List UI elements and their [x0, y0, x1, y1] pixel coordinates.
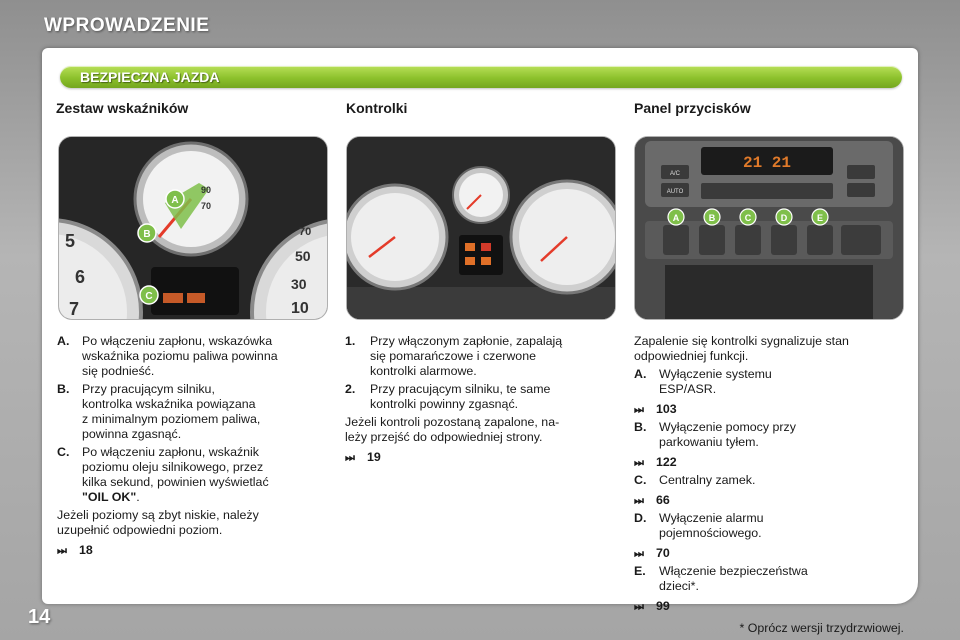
item-label: 2.	[345, 382, 356, 396]
item-line: Przy pracującym silniku,	[82, 382, 215, 396]
item-label: E.	[634, 564, 646, 578]
marker-label: C	[145, 291, 153, 302]
item-line: Po włączeniu zapłonu, wskaźnik	[82, 445, 260, 459]
list-item	[634, 511, 904, 541]
item-label: A.	[634, 367, 647, 381]
item-line: wskaźnika poziomu paliwa powinna	[82, 349, 278, 363]
double-arrow-right-icon: ⏭	[634, 601, 644, 613]
page-reference[interactable]	[634, 599, 904, 615]
page-reference-number: 70	[656, 546, 670, 560]
double-arrow-right-icon: ⏭	[345, 452, 355, 464]
item-label: A.	[57, 334, 70, 348]
list-item	[345, 382, 613, 412]
page-reference-number: 19	[367, 450, 381, 464]
page-reference[interactable]	[634, 493, 904, 509]
button-label: A/C	[669, 171, 681, 177]
item-line: powinna zgasnąć.	[82, 427, 182, 441]
list-item	[634, 367, 904, 397]
intro-line: Zapalenie się kontrolki sygnalizuje stan	[634, 334, 849, 348]
marker-label: B	[143, 229, 151, 240]
right-column-text	[634, 334, 904, 636]
photo-instrument-cluster	[58, 136, 328, 320]
middle-column-text	[345, 334, 613, 466]
marker-label: C	[744, 213, 752, 223]
scale-digit: 50	[295, 248, 311, 264]
item-label: B.	[634, 420, 647, 434]
page-number: 14	[28, 606, 51, 628]
page-reference-number: 18	[79, 543, 93, 557]
page-reference[interactable]	[345, 450, 613, 466]
item-line: Włączenie bezpieczeństwa	[659, 564, 808, 578]
list-item	[57, 445, 325, 505]
marker-label: B	[708, 213, 716, 223]
paragraph-line: uzupełnić odpowiedni poziom.	[57, 523, 223, 537]
item-line: kontrolki alarmowe.	[370, 364, 477, 378]
scale-digit: 6	[75, 267, 86, 287]
item-line: poziomu oleju silnikowego, przez	[82, 460, 264, 474]
item-line: Wyłączenie systemu	[659, 367, 772, 381]
page-reference[interactable]	[57, 543, 325, 559]
marker-label: E	[816, 213, 824, 223]
page-reference[interactable]	[634, 455, 904, 471]
item-line: parkowaniu tyłem.	[659, 435, 759, 449]
item-label: 1.	[345, 334, 356, 348]
heading-button-panel: Panel przycisków	[634, 100, 751, 116]
double-arrow-right-icon: ⏭	[634, 495, 644, 507]
item-label: B.	[57, 382, 70, 396]
item-line: Przy włączonym zapłonie, zapalają	[370, 334, 563, 348]
page-reference-number: 103	[656, 402, 677, 416]
item-line: Po włączeniu zapłonu, wskazówka	[82, 334, 273, 348]
oil-ok-message: "OIL OK"	[82, 490, 137, 504]
item-label: D.	[634, 511, 647, 525]
double-arrow-right-icon: ⏭	[634, 404, 644, 416]
item-line: kontrolki powinny zgasnąć.	[370, 397, 519, 411]
double-arrow-right-icon: ⏭	[634, 548, 644, 560]
button-label: AUTO	[666, 189, 684, 195]
page-reference[interactable]	[634, 546, 904, 562]
heading-warning-lights: Kontrolki	[346, 100, 408, 116]
page-reference[interactable]	[634, 402, 904, 418]
page-header-title: WPROWADZENIE	[44, 15, 210, 36]
gauge-digit: 70	[201, 201, 212, 211]
item-line: Wyłączenie alarmu	[659, 511, 764, 525]
section-title: BEZPIECZNA JAZDA	[80, 69, 220, 85]
scale-digit: 70	[299, 226, 312, 238]
paragraph-line: Jeżeli kontroli pozostaną zapalone, na-	[345, 415, 560, 429]
photo-warning-lights	[346, 136, 616, 320]
paragraph-line: leży przejść do odpowiedniej strony.	[345, 430, 543, 444]
heading-instrument-cluster: Zestaw wskaźników	[56, 100, 189, 116]
intro-line: odpowiedniej funkcji.	[634, 349, 749, 363]
marker-label: D	[780, 213, 788, 223]
marker-label: A	[171, 195, 179, 206]
item-line: kilka sekund, powinien wyświetlać	[82, 475, 269, 489]
item-line: pojemnościowego.	[659, 526, 762, 540]
scale-digit: 30	[291, 276, 307, 292]
list-item	[345, 334, 613, 379]
item-line-suffix: .	[136, 490, 140, 504]
item-line: dzieci*.	[659, 579, 699, 593]
scale-digit: 7	[69, 299, 80, 319]
list-item	[57, 334, 325, 379]
item-line: Centralny zamek.	[659, 473, 756, 487]
page-reference-number: 66	[656, 493, 670, 507]
item-line: się podnieść.	[82, 364, 155, 378]
item-line: kontrolka wskaźnika powiązana	[82, 397, 256, 411]
list-item	[634, 564, 904, 594]
item-line: Przy pracującym silniku, te same	[370, 382, 551, 396]
page-reference-number: 122	[656, 455, 677, 469]
footnote: * Oprócz wersji trzydrzwiowej.	[739, 621, 904, 635]
scale-digit: 5	[65, 231, 76, 251]
gauge-digit: 90	[201, 185, 212, 195]
scale-digit: 10	[291, 300, 309, 317]
list-item	[634, 420, 904, 450]
item-line: ESP/ASR.	[659, 382, 717, 396]
item-line: się pomarańczowe i czerwone	[370, 349, 536, 363]
left-column-text	[57, 334, 325, 559]
climate-display: 21 21	[742, 154, 792, 172]
item-label: C.	[57, 445, 70, 459]
list-item	[57, 382, 325, 442]
marker-label: A	[672, 213, 680, 223]
double-arrow-right-icon: ⏭	[634, 457, 644, 469]
item-label: C.	[634, 473, 647, 487]
list-item	[634, 473, 904, 488]
page-reference-number: 99	[656, 599, 670, 613]
item-line: Wyłączenie pomocy przy	[659, 420, 796, 434]
paragraph-line: Jeżeli poziomy są zbyt niskie, należy	[57, 508, 259, 522]
double-arrow-right-icon: ⏭	[57, 545, 67, 557]
photo-button-panel	[634, 136, 904, 320]
item-line: z minimalnym poziomem paliwa,	[82, 412, 261, 426]
